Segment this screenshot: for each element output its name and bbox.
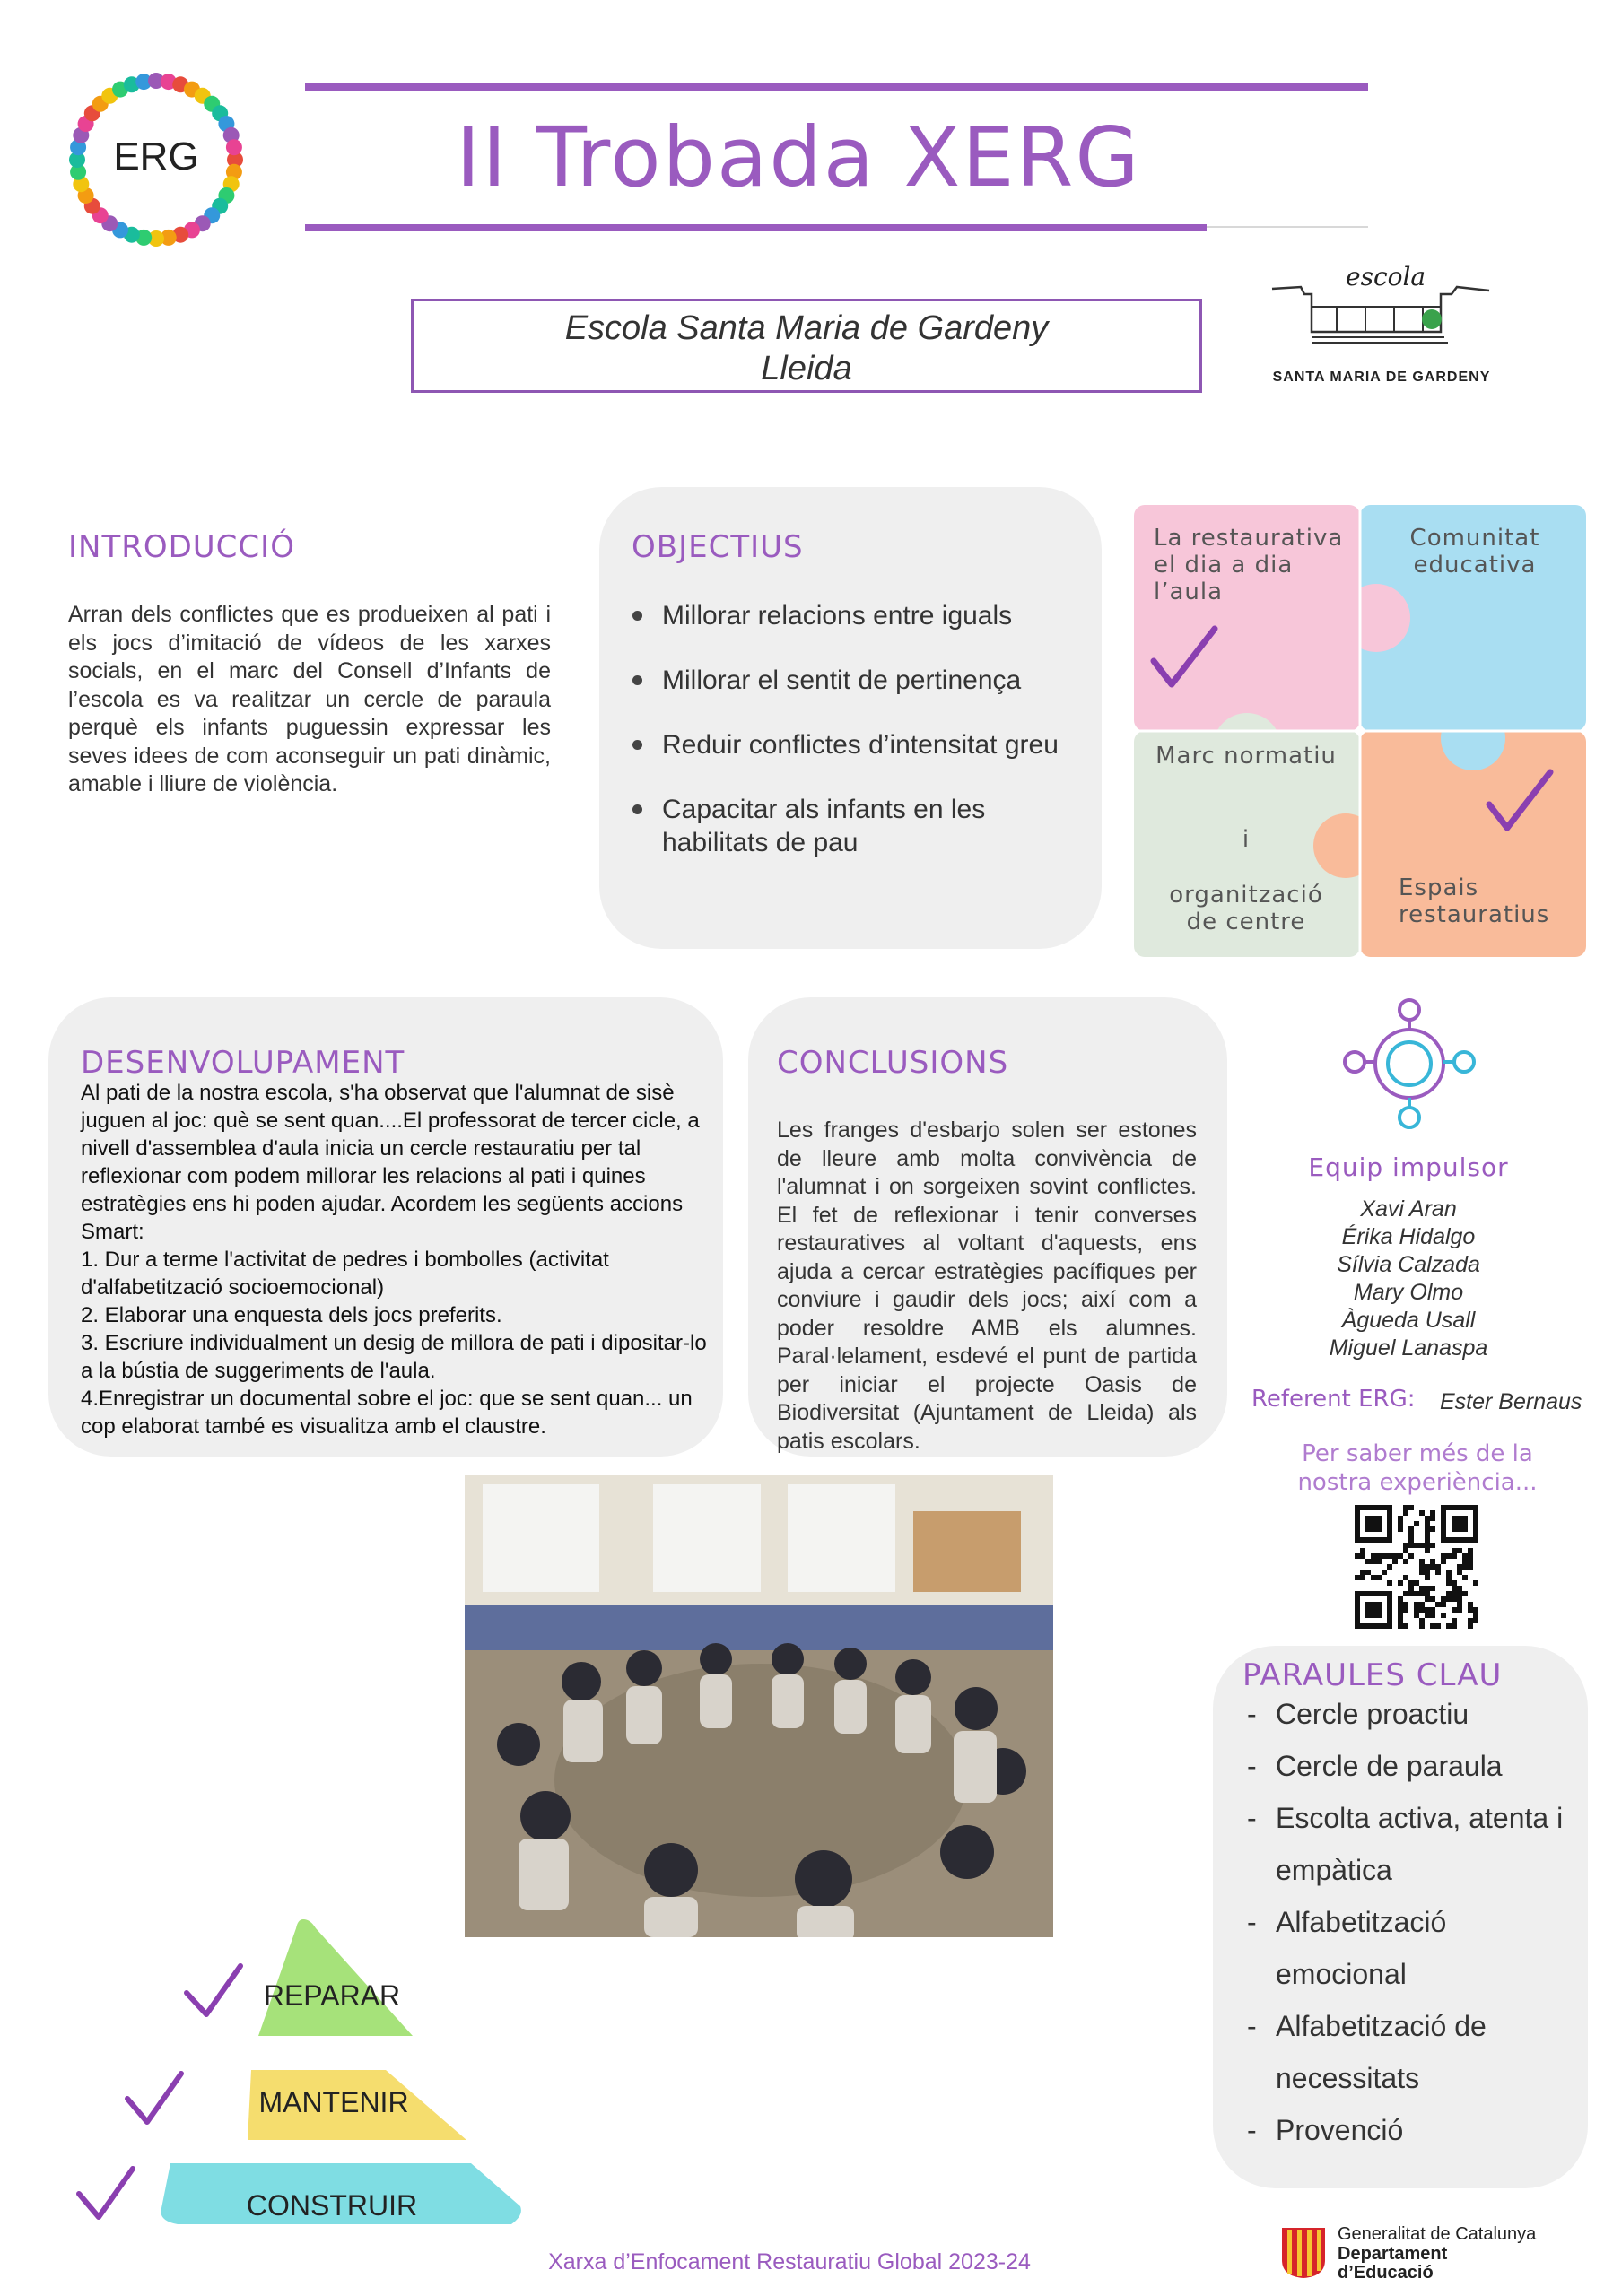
generalitat-line2: Departament: [1338, 2244, 1448, 2264]
conclusions-heading: CONCLUSIONS: [777, 1045, 1009, 1081]
development-heading: DESENVOLUPAMENT: [81, 1045, 405, 1081]
intro-heading: INTRODUCCIÓ: [68, 529, 295, 565]
title-bottom-rule: [305, 224, 1207, 231]
list-item: Millorar el sentit de pertinença: [599, 664, 1084, 697]
generalitat-line3: d’Educació: [1338, 2263, 1434, 2283]
keywords-heading: PARAULES CLAU: [1242, 1657, 1503, 1693]
pyramid-bottom-label: CONSTRUIR: [246, 2189, 418, 2222]
conclusions-text: Les franges d'esbarjo solen ser estones de lleure amb molta convivència de l'alumnat i on sorgeixen sovint conflictes. El fet de reflexionar i tenir converses restauratives al voltant d'aquests, ens ajuda a cercar estratègies pacífiques per conviure i gaudir dels jocs; així com a poder resoldre AMB els alumnes. Paral·lelament, esdevé el punt de partida per iniciar el projecte Oasis de Biodiversitat (Ajuntament de Lleida) als patis escolars.: [777, 1118, 1197, 1454]
check-icon: [79, 2169, 133, 2217]
list-item: Reduir conflictes d’intensitat greu: [599, 728, 1084, 761]
school-name-box: [411, 299, 1202, 393]
school-city: Lleida: [761, 350, 852, 387]
footer-network: Xarxa d’Enfocament Restauratiu Global 2023-24: [548, 2249, 1031, 2274]
list-item: - Escolta activa, atenta i empàtica: [1213, 1792, 1581, 1896]
referent-label: Referent ERG:: [1251, 1386, 1416, 1413]
title-top-rule: [305, 83, 1368, 91]
team-heading: Equip impulsor: [1308, 1152, 1509, 1182]
generalitat-line1: Generalitat de Catalunya: [1338, 2224, 1537, 2244]
list-item: Millorar relacions entre iguals: [599, 599, 1084, 632]
check-icon: [1484, 765, 1556, 837]
generalitat-logo: [1278, 2222, 1548, 2285]
development-step: 1. Dur a terme l'activitat de pedres i bombolles (activitat d'alfabetització socioemocional): [81, 1248, 609, 1300]
check-icon: [127, 2074, 181, 2122]
objectives-list: [599, 599, 1084, 891]
keywords-list: [1213, 1688, 1581, 2156]
classroom-circle-photo: [465, 1475, 1053, 1937]
generalitat-shield-icon: [1278, 2224, 1329, 2280]
school-logo: [1265, 260, 1498, 395]
puzzle-label-and: i: [1242, 826, 1251, 853]
puzzle-label-community: Comunitat educativa: [1409, 525, 1540, 578]
development-step: 3. Escriure individualment un desig de millora de pati i dipositar-lo a la bústia de suggeriments de l'aula.: [81, 1331, 707, 1383]
erg-logo-text: ERG: [113, 135, 199, 178]
objectives-heading: OBJECTIUS: [632, 529, 804, 565]
puzzle-graphic: [1134, 505, 1586, 957]
check-icon: [187, 1966, 240, 2014]
intro-text: Arran dels conflictes que es produeixen al pati i els jocs d’imitació de vídeos de les xarxes socials, en el marc del Consell d’Infants de l’escola es va realitzar un cercle de paraula perquè els infants puguessin expressar les seves idees de com aconseguir un pati dinàmic, amable i lliure de violència.: [68, 602, 551, 796]
check-icon: [1148, 622, 1220, 693]
team-member: Xavi Aran: [1360, 1196, 1457, 1222]
team-member: Àgueda Usall: [1341, 1308, 1476, 1333]
team-member: Sílvia Calzada: [1337, 1252, 1480, 1277]
team-circle-icon: [1342, 997, 1477, 1132]
school-logo-word: escola: [1346, 262, 1426, 291]
list-item: - Cercle de paraula: [1213, 1740, 1581, 1792]
puzzle-label-spaces: Espais restauratius: [1399, 874, 1550, 928]
development-step: 2. Elaborar una enquesta dels jocs preferits.: [81, 1303, 502, 1327]
more-info-text: Per saber més de la nostra experiència...: [1297, 1440, 1538, 1496]
title-bottom-rule-thin: [1207, 226, 1368, 228]
puzzle-label-framework: Marc normatiu: [1155, 743, 1337, 770]
list-item: - Alfabetització emocional: [1213, 1896, 1581, 2000]
school-name: Escola Santa Maria de Gardeny: [564, 309, 1049, 347]
puzzle-label-organization: organització de centre: [1169, 882, 1323, 935]
pyramid-middle-label: MANTENIR: [258, 2086, 409, 2118]
qr-code-icon: [1355, 1505, 1478, 1629]
team-member: Érika Hidalgo: [1341, 1224, 1476, 1249]
school-logo-caption: SANTA MARIA DE GARDENY: [1272, 370, 1491, 385]
list-item: - Provenció: [1213, 2104, 1581, 2156]
team-member: Mary Olmo: [1353, 1280, 1464, 1305]
development-paragraph: Al pati de la nostra escola, s'ha observat que l'alumnat de sisè juguen al joc: què se sent quan....El professorat de tercer cicle, a nivell d'assemblea d'aula inicia un cercle restauratiu per tal reflexionar com podem millorar les relacions al pati i quines estratègies ens hi poden ajudar. Acordem les següents accions Smart:: [81, 1081, 700, 1244]
qr-code[interactable]: [1355, 1505, 1478, 1629]
pyramid-top-tier: [258, 1919, 413, 2036]
development-text: [81, 1079, 709, 1440]
list-item: - Cercle proactiu: [1213, 1688, 1581, 1740]
team-members: [1274, 1196, 1543, 1362]
page-title: II Trobada XERG: [456, 109, 1141, 205]
erg-logo: [61, 65, 251, 255]
puzzle-label-classroom: La restaurativa el dia a dia l’aula: [1154, 525, 1344, 605]
list-item: Capacitar als infants en les habilitats de pau: [599, 793, 1084, 859]
referent-name: Ester Bernaus: [1440, 1389, 1582, 1414]
team-member: Miguel Lanaspa: [1329, 1335, 1488, 1361]
list-item: - Alfabetització de necessitats: [1213, 2000, 1581, 2104]
classroom-photo: [465, 1475, 1053, 1937]
development-step: 4.Enregistrar un documental sobre el joc: que se sent quan... un cop elaborat també es visualitza amb el claustre.: [81, 1387, 693, 1439]
pyramid-top-label: REPARAR: [263, 1979, 401, 2012]
